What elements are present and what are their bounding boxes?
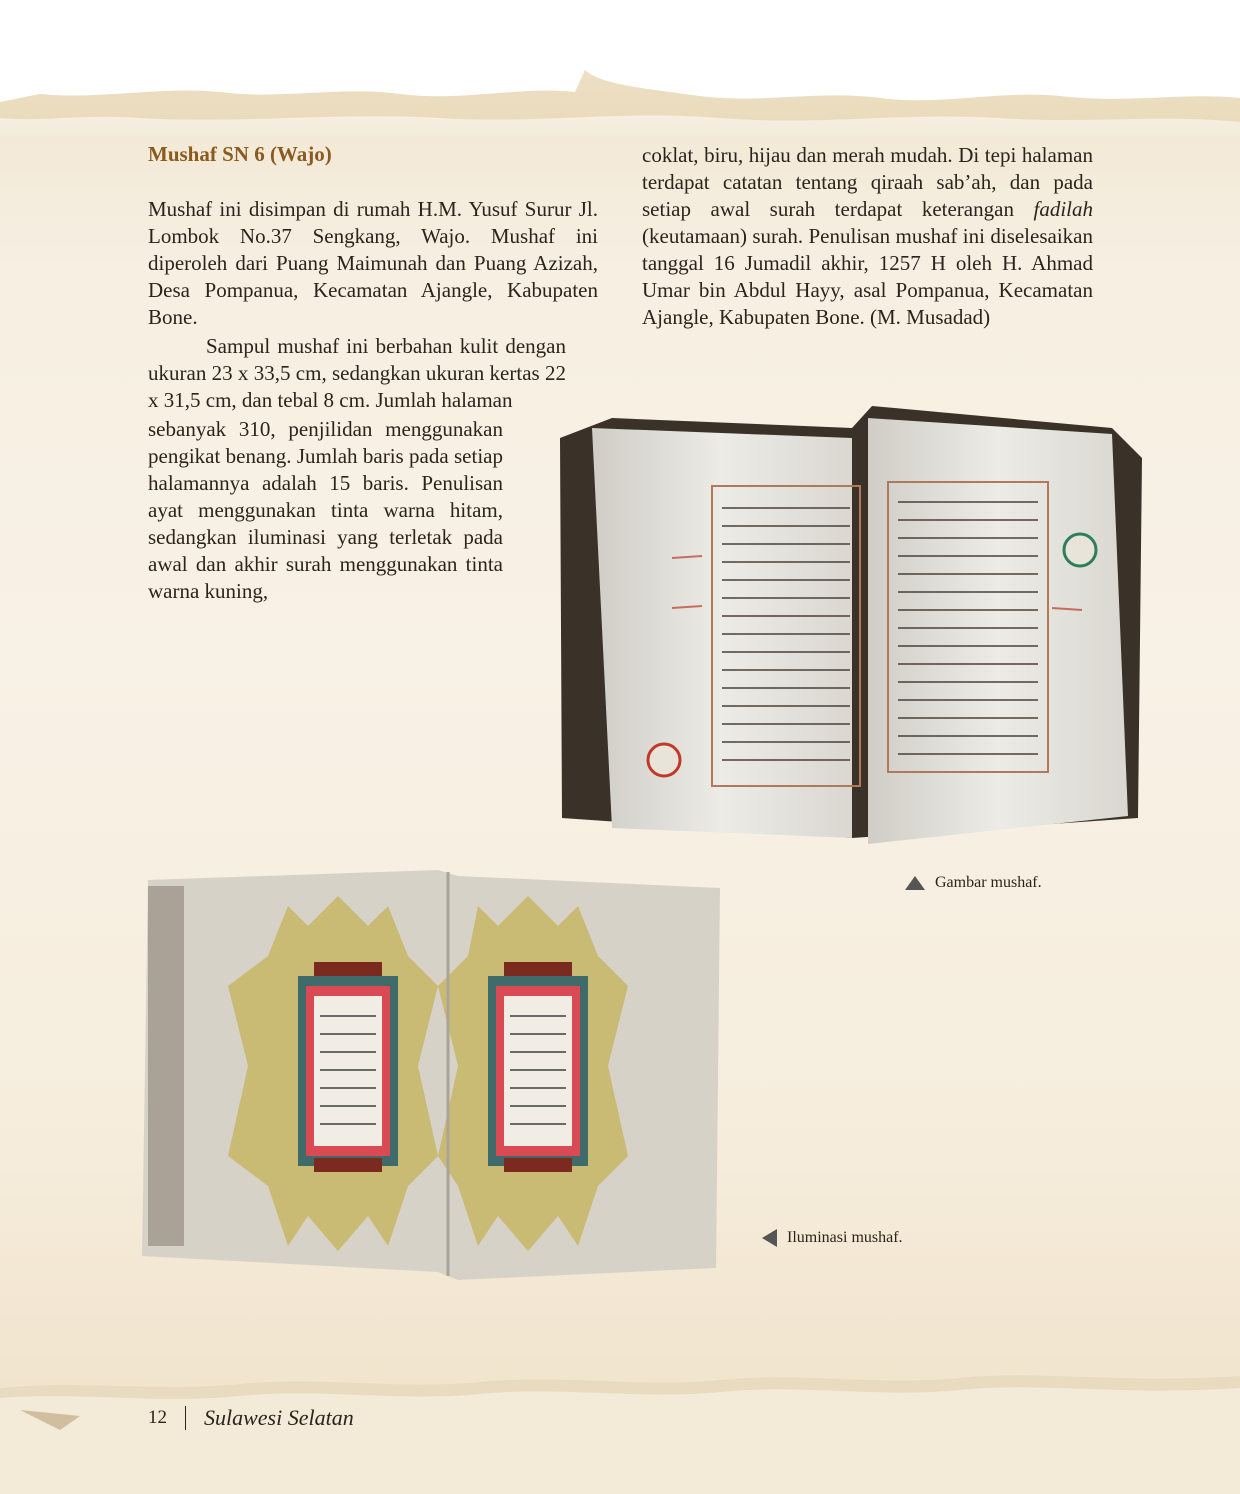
continuation-text: coklat, biru, hijau dan merah mudah. Di tepi halaman terdapat catatan tentang qiraah sab’ah, dan pada setiap awal surah terdapat keterangan: [642, 143, 1093, 221]
continuation-text-end: (keutamaan) surah. Penulisan mushaf ini diselesaikan tanggal 16 Jumadil akhir, 1257 H oleh H. Ahmad Umar bin Abdul Hayy, asal Pompanua, Kecamatan Ajangle, Kabupaten Bone. (M. Musadad): [642, 224, 1093, 329]
italic-term: fadilah: [1033, 197, 1093, 221]
right-text-column: [642, 142, 1093, 331]
torn-paper-top: [0, 0, 1240, 140]
photo1-caption-text: Gambar mushaf.: [935, 874, 1042, 891]
torn-paper-bottom: [0, 1370, 1240, 1494]
mushaf-open-photo: [552, 398, 1144, 860]
paragraph-location: Mushaf ini disimpan di rumah H.M. Yusuf Surur Jl. Lombok No.37 Sengkang, Wajo. Mushaf ini diperoleh dari Puang Maimunah dan Puang Azizah, Desa Pompanua, Kecamatan Ajangle, Kabupaten Bone.: [148, 197, 598, 329]
book-title: Sulawesi Selatan: [204, 1405, 354, 1430]
photo1-caption: [905, 874, 1042, 892]
left-text-column: [148, 196, 598, 607]
page-number: 12: [148, 1407, 167, 1428]
paragraph-description-a: Sampul mushaf ini berbahan kulit dengan ukuran 23 x 33,5 cm, sedangkan ukuran kertas 22 x 31,5 cm, dan tebal 8 cm. Jumlah halaman: [148, 334, 566, 412]
section-title: Mushaf SN 6 (Wajo): [148, 142, 332, 166]
page-footer: [148, 1405, 354, 1431]
paragraph-continuation: [642, 142, 1093, 331]
triangle-left-icon: [762, 1229, 777, 1247]
footer-divider: [185, 1406, 186, 1430]
mushaf-illumination-photo: [138, 866, 724, 1282]
triangle-up-icon: [905, 876, 925, 890]
photo2-caption: [762, 1229, 903, 1247]
paragraph-description-b: sebanyak 310, penjilidan menggunakan pengikat benang. Jumlah baris pada setiap halamannya adalah 15 baris. Penulisan ayat menggunakan tinta warna hitam, sedangkan iluminasi yang terletak pada awal dan akhir surah menggunakan tinta warna kuning,: [148, 417, 503, 603]
photo2-caption-text: Iluminasi mushaf.: [787, 1229, 903, 1246]
